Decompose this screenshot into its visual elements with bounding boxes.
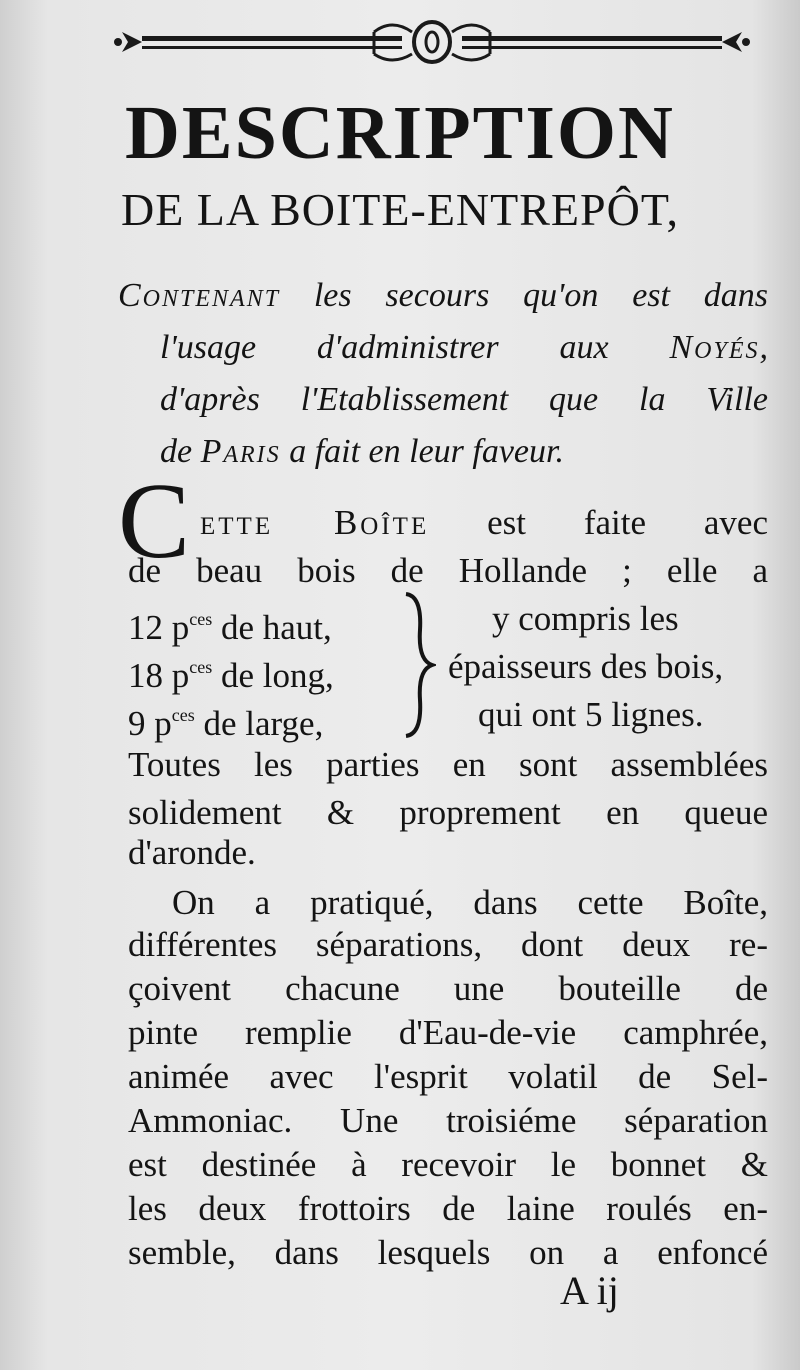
- dimension-height: [128, 596, 332, 651]
- paragraph-2-line-6: Ammoniac. Une troisiéme séparation: [128, 1101, 768, 1140]
- intro-line-1: [118, 270, 768, 322]
- body-line-2: de beau bois de Hollande ; elle a: [128, 551, 768, 590]
- paragraph-2-line-9: semble, dans lesquels on a enfoncé: [128, 1233, 768, 1272]
- brace-note-2: épaisseurs des bois,: [448, 647, 724, 686]
- intro-text: l'usage d'administrer aux: [160, 329, 670, 366]
- body-line-1: [200, 500, 768, 546]
- intro-smallcaps-word: Paris: [200, 433, 281, 470]
- dimension-unit-sup: ces: [171, 705, 195, 725]
- paragraph-2-line-8: les deux frottoirs de laine roulés en-: [128, 1189, 768, 1228]
- intro-line-2: [160, 322, 768, 374]
- dimension-desc: de haut,: [220, 608, 332, 647]
- dimension-unit: p: [171, 656, 190, 695]
- paragraph-2-line-2: différentes séparations, dont deux re-: [128, 925, 768, 964]
- body-smallcaps-text: ette Boîte: [200, 503, 430, 542]
- paragraph-2-line-7: est destinée à recevoir le bonnet &: [128, 1145, 768, 1184]
- dimension-number: 9: [128, 704, 146, 743]
- intro-text: de: [160, 433, 201, 470]
- drop-cap: C: [118, 462, 191, 581]
- body-text: est faite avec: [429, 503, 769, 542]
- page-subtitle: DE LA BOITE-ENTREPÔT,: [120, 184, 680, 235]
- paragraph-2-line-5: animée avec l'esprit volatil de Sel-: [128, 1057, 768, 1096]
- intro-smallcaps-word: Noyés: [669, 329, 760, 366]
- page-title: DESCRIPTION: [125, 91, 675, 175]
- dimension-number: 18: [128, 656, 163, 695]
- brace-note-1: y compris les: [492, 599, 679, 638]
- curly-brace: [396, 590, 436, 740]
- page-signature: A ij: [560, 1268, 619, 1313]
- intro-line-4: [160, 426, 768, 478]
- dimension-number: 12: [128, 608, 163, 647]
- dimension-desc: de long,: [220, 656, 334, 695]
- dimension-length: [128, 644, 334, 699]
- dimension-unit-sup: ces: [189, 657, 213, 677]
- intro-line-3: d'après l'Etablissement que la Ville: [160, 381, 768, 418]
- dimension-unit-sup: ces: [189, 609, 213, 629]
- intro-text: les secours qu'on est dans: [280, 277, 768, 314]
- intro-text: a fait en leur faveur.: [280, 433, 564, 470]
- dimension-desc: de large,: [203, 704, 324, 743]
- paragraph-2-line-4: pinte remplie d'Eau-de-vie camphrée,: [128, 1013, 768, 1052]
- paragraph-1-line-1: Toutes les parties en sont assemblées: [128, 745, 768, 784]
- brace-note-3: qui ont 5 lignes.: [478, 695, 704, 734]
- intro-smallcaps-word: Contenant: [118, 277, 281, 314]
- paragraph-2-line-1: On a pratiqué, dans cette Boîte,: [172, 883, 768, 922]
- dimension-width: [128, 692, 323, 747]
- dimension-unit: p: [171, 608, 190, 647]
- paragraph-2-line-3: çoivent chacune une bouteille de: [128, 969, 768, 1008]
- paragraph-1-line-3: d'aronde.: [128, 833, 256, 872]
- paragraph-1-line-2: solidement & proprement en queue: [128, 793, 768, 832]
- ornament-header: [112, 14, 752, 70]
- intro-text: ,: [759, 329, 768, 366]
- dimension-unit: p: [154, 704, 172, 743]
